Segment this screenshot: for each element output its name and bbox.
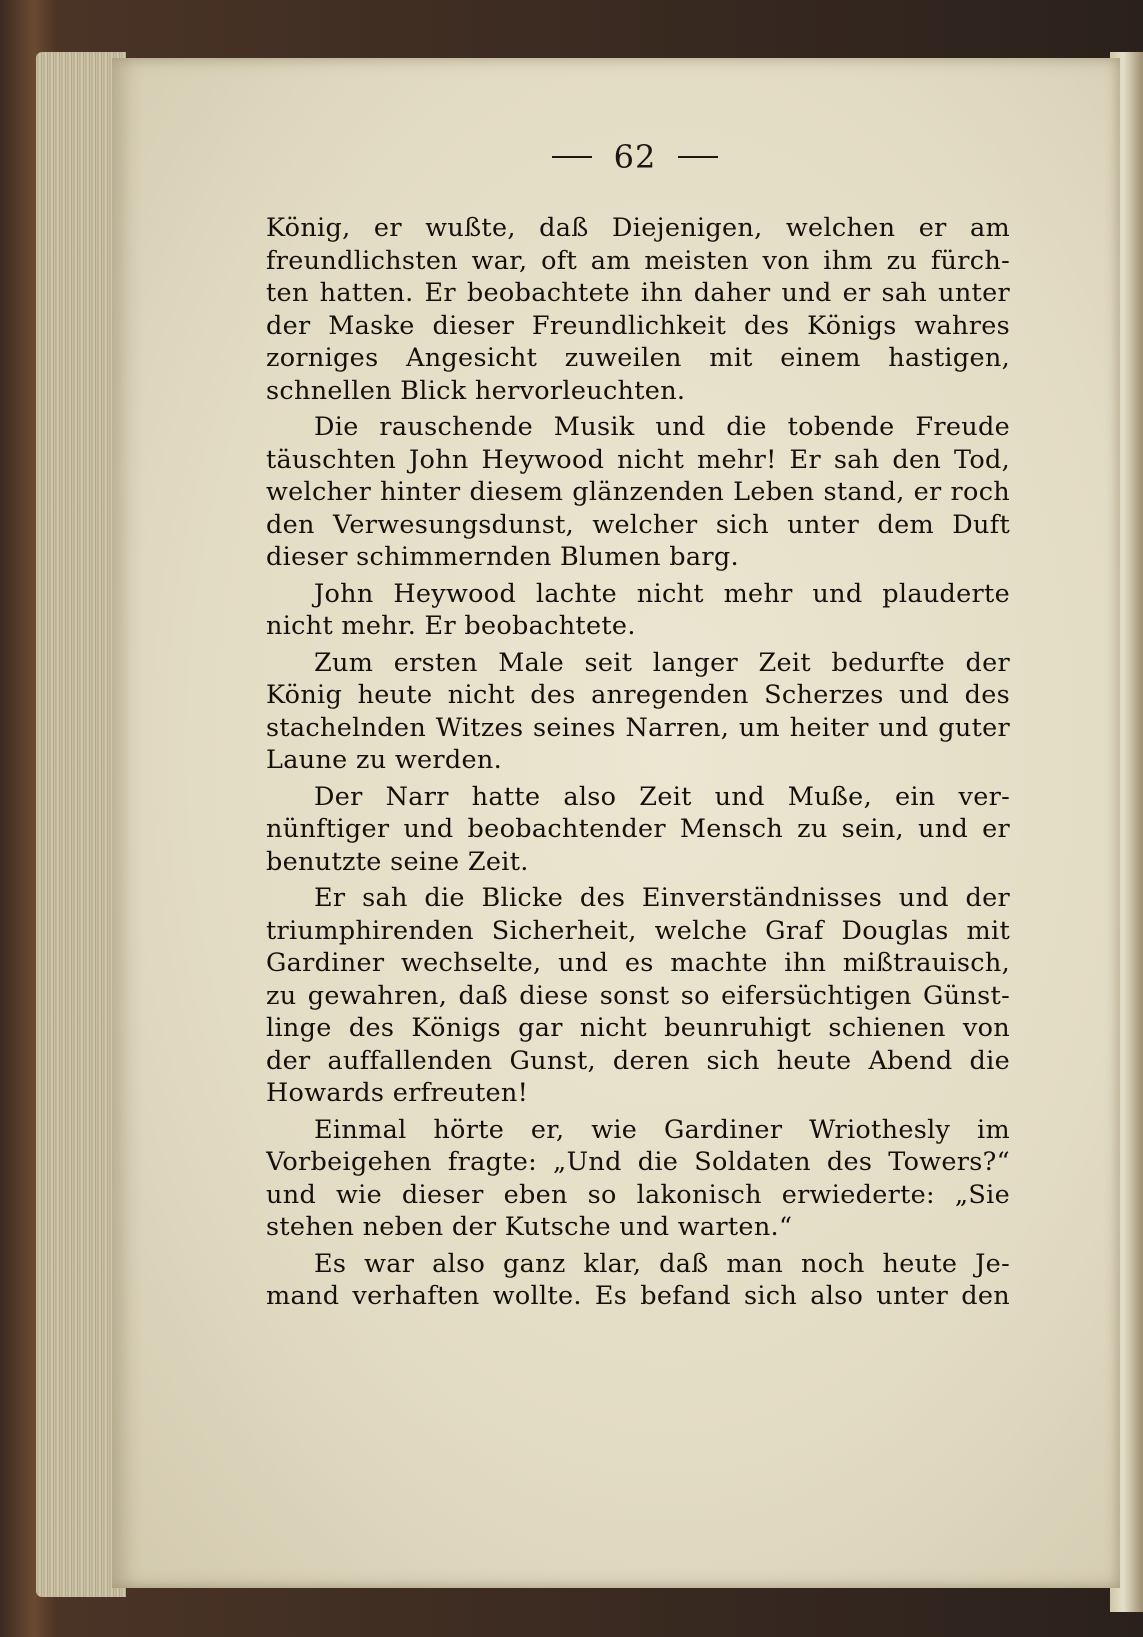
paragraph: [266, 411, 1010, 574]
text-line: Vorbeigehen fragte: „Und die Soldaten des Towers?“: [266, 1147, 1010, 1177]
page-header: [530, 132, 740, 182]
text-line: König, er wußte, daß Diejenigen, welchen er am: [266, 213, 1010, 243]
paragraph: [266, 1248, 1010, 1313]
text-line: John Heywood lachte nicht mehr und plauderte: [314, 578, 1010, 609]
text-line: den Verwesungsdunst, welcher sich unter dem Duft: [266, 509, 1010, 540]
paragraph: [266, 781, 1010, 879]
text-line: freundlichsten war, oft am meisten von ihm zu fürch-: [266, 245, 1010, 276]
text-line: Die rauschende Musik und die tobende Freude: [314, 412, 1010, 442]
text-line: Howards erfreuten!: [266, 1078, 529, 1108]
text-line: täuschten John Heywood nicht mehr! Er sah den Tod,: [266, 444, 1010, 475]
text-line: nicht mehr. Er beobachtete.: [266, 611, 636, 641]
text-line: linge des Königs gar nicht beunruhigt schienen von: [266, 1013, 1010, 1043]
text-line: ten hatten. Er beobachtete ihn daher und er sah unter: [266, 278, 1010, 308]
header-dash-right: [678, 156, 718, 158]
header-dash-left: [552, 156, 592, 158]
text-line: mand verhaften wollte. Es befand sich also unter den: [266, 1281, 1010, 1311]
text-line: schnellen Blick hervorleuchten.: [266, 375, 686, 406]
text-line: und wie dieser eben so lakonisch erwiederte: „Sie: [266, 1179, 1010, 1210]
body-text: [266, 212, 1010, 1317]
text-line: der auffallenden Gunst, deren sich heute Abend die: [266, 1045, 1010, 1076]
page-number: 62: [613, 138, 657, 176]
text-line: der Maske dieser Freundlichkeit des Königs wahres: [266, 310, 1010, 341]
text-line: Zum ersten Male seit langer Zeit bedurfte der: [314, 647, 1010, 678]
text-line: Es war also ganz klar, daß man noch heute Je-: [314, 1248, 1010, 1279]
paragraph: [266, 578, 1010, 643]
text-line: triumphirenden Sicherheit, welche Graf Douglas mit: [266, 915, 1010, 946]
text-line: benutzte seine Zeit.: [266, 846, 529, 877]
paragraph: [266, 647, 1010, 777]
text-line: Der Narr hatte also Zeit und Muße, ein ver-: [314, 781, 1010, 812]
text-line: Laune zu werden.: [266, 745, 502, 775]
text-line: zorniges Angesicht zuweilen mit einem hastigen,: [266, 343, 1010, 373]
paragraph: [266, 882, 1010, 1110]
text-line: Er sah die Blicke des Einverständnisses und der: [314, 883, 1010, 913]
text-line: zu gewahren, daß diese sonst so eifersüchtigen Günst-: [266, 980, 1010, 1011]
text-line: stehen neben der Kutsche und warten.“: [266, 1212, 793, 1242]
text-line: Einmal hörte er, wie Gardiner Wriothesly im: [314, 1114, 1010, 1145]
paragraph: [266, 212, 1010, 407]
text-line: stachelnden Witzes seines Narren, um heiter und guter: [266, 712, 1010, 743]
text-line: nünftiger und beobachtender Mensch zu sein, und er: [266, 814, 1010, 844]
text-line: welcher hinter diesem glänzenden Leben stand, er roch: [266, 477, 1010, 507]
text-line: König heute nicht des anregenden Scherzes und des: [266, 680, 1010, 710]
paragraph: [266, 1114, 1010, 1244]
text-line: Gardiner wechselte, und es machte ihn mißtrauisch,: [266, 948, 1010, 978]
text-line: dieser schimmernden Blumen barg.: [266, 542, 739, 572]
